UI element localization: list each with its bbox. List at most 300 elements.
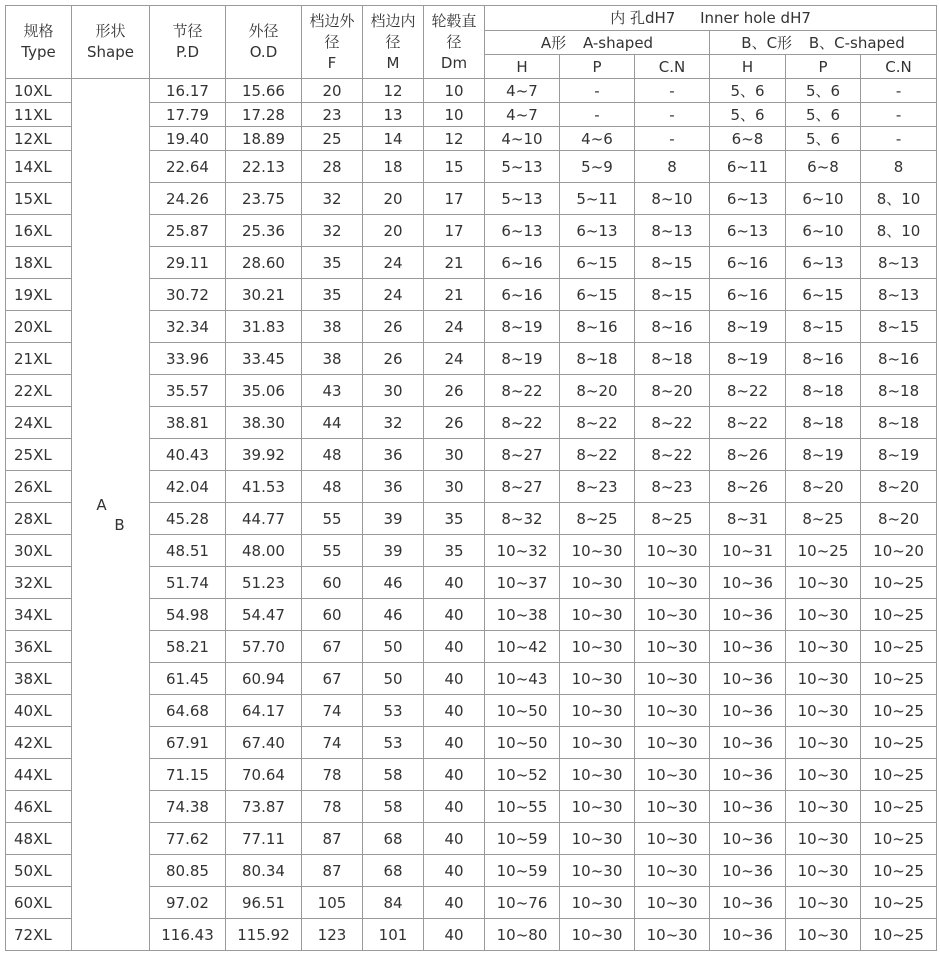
cell-bc-h: 10~36 bbox=[710, 631, 786, 663]
cell-flange-outer: 23 bbox=[302, 103, 363, 127]
cell-a-cn: 10~30 bbox=[635, 791, 710, 823]
cell-type: 60XL bbox=[6, 887, 72, 919]
pulley-spec-table bbox=[5, 5, 937, 951]
cell-flange-outer: 55 bbox=[302, 503, 363, 535]
cell-bc-p: 8~19 bbox=[786, 439, 861, 471]
cell-outer-diameter: 17.28 bbox=[226, 103, 302, 127]
cell-hub-diameter: 15 bbox=[424, 151, 485, 183]
cell-hub-diameter: 35 bbox=[424, 503, 485, 535]
cell-flange-inner: 20 bbox=[363, 215, 424, 247]
cell-outer-diameter: 60.94 bbox=[226, 663, 302, 695]
cell-flange-outer: 123 bbox=[302, 919, 363, 951]
cell-flange-outer: 20 bbox=[302, 79, 363, 103]
cell-pitch-diameter: 71.15 bbox=[150, 759, 226, 791]
cell-bc-p: 8~15 bbox=[786, 311, 861, 343]
cell-shape: A B bbox=[72, 79, 150, 951]
cell-pitch-diameter: 38.81 bbox=[150, 407, 226, 439]
cell-flange-outer: 35 bbox=[302, 279, 363, 311]
cell-a-p: 10~30 bbox=[560, 535, 635, 567]
cell-bc-p: 10~30 bbox=[786, 855, 861, 887]
cell-bc-cn: 10~25 bbox=[861, 919, 937, 951]
cell-flange-inner: 46 bbox=[363, 567, 424, 599]
cell-outer-diameter: 44.77 bbox=[226, 503, 302, 535]
cell-outer-diameter: 31.83 bbox=[226, 311, 302, 343]
header-a-cn: C.N bbox=[635, 55, 710, 79]
cell-a-p: 10~30 bbox=[560, 695, 635, 727]
cell-a-h: 10~42 bbox=[485, 631, 560, 663]
cell-type: 34XL bbox=[6, 599, 72, 631]
cell-a-cn: 10~30 bbox=[635, 663, 710, 695]
cell-type: 25XL bbox=[6, 439, 72, 471]
cell-bc-h: 10~36 bbox=[710, 759, 786, 791]
cell-bc-cn: 8、10 bbox=[861, 183, 937, 215]
cell-bc-h: 6~16 bbox=[710, 247, 786, 279]
cell-a-h: 10~32 bbox=[485, 535, 560, 567]
cell-pitch-diameter: 30.72 bbox=[150, 279, 226, 311]
cell-flange-inner: 46 bbox=[363, 599, 424, 631]
cell-bc-p: 6~13 bbox=[786, 247, 861, 279]
cell-hub-diameter: 24 bbox=[424, 311, 485, 343]
cell-hub-diameter: 17 bbox=[424, 215, 485, 247]
cell-bc-cn: 10~25 bbox=[861, 631, 937, 663]
cell-pitch-diameter: 77.62 bbox=[150, 823, 226, 855]
cell-a-p: 8~22 bbox=[560, 407, 635, 439]
cell-a-cn: 8~22 bbox=[635, 407, 710, 439]
cell-flange-inner: 26 bbox=[363, 311, 424, 343]
cell-outer-diameter: 30.21 bbox=[226, 279, 302, 311]
cell-a-cn: 10~30 bbox=[635, 855, 710, 887]
cell-hub-diameter: 26 bbox=[424, 375, 485, 407]
cell-pitch-diameter: 61.45 bbox=[150, 663, 226, 695]
cell-a-cn: 8~15 bbox=[635, 279, 710, 311]
cell-bc-cn: - bbox=[861, 79, 937, 103]
cell-flange-outer: 67 bbox=[302, 663, 363, 695]
cell-a-h: 8~22 bbox=[485, 375, 560, 407]
cell-a-p: 10~30 bbox=[560, 599, 635, 631]
cell-outer-diameter: 57.70 bbox=[226, 631, 302, 663]
cell-flange-outer: 55 bbox=[302, 535, 363, 567]
cell-a-p: 6~13 bbox=[560, 215, 635, 247]
cell-a-h: 4~7 bbox=[485, 79, 560, 103]
cell-outer-diameter: 77.11 bbox=[226, 823, 302, 855]
cell-a-p: 8~18 bbox=[560, 343, 635, 375]
cell-flange-inner: 26 bbox=[363, 343, 424, 375]
cell-flange-inner: 58 bbox=[363, 759, 424, 791]
cell-a-p: 8~16 bbox=[560, 311, 635, 343]
cell-type: 72XL bbox=[6, 919, 72, 951]
cell-bc-cn: 8 bbox=[861, 151, 937, 183]
cell-hub-diameter: 40 bbox=[424, 695, 485, 727]
cell-a-p: 10~30 bbox=[560, 663, 635, 695]
cell-a-p: 10~30 bbox=[560, 631, 635, 663]
cell-a-cn: - bbox=[635, 103, 710, 127]
cell-pitch-diameter: 42.04 bbox=[150, 471, 226, 503]
cell-a-h: 5~13 bbox=[485, 183, 560, 215]
cell-a-p: 10~30 bbox=[560, 823, 635, 855]
cell-outer-diameter: 70.64 bbox=[226, 759, 302, 791]
cell-outer-diameter: 38.30 bbox=[226, 407, 302, 439]
cell-bc-cn: 8~13 bbox=[861, 279, 937, 311]
cell-a-h: 10~43 bbox=[485, 663, 560, 695]
cell-a-h: 10~37 bbox=[485, 567, 560, 599]
cell-a-p: 6~15 bbox=[560, 279, 635, 311]
cell-bc-h: 8~22 bbox=[710, 407, 786, 439]
cell-hub-diameter: 21 bbox=[424, 279, 485, 311]
cell-bc-cn: 10~25 bbox=[861, 695, 937, 727]
cell-flange-outer: 60 bbox=[302, 567, 363, 599]
cell-bc-h: 8~19 bbox=[710, 311, 786, 343]
cell-bc-h: 5、6 bbox=[710, 103, 786, 127]
cell-flange-inner: 58 bbox=[363, 791, 424, 823]
cell-flange-outer: 87 bbox=[302, 823, 363, 855]
cell-pitch-diameter: 25.87 bbox=[150, 215, 226, 247]
cell-outer-diameter: 25.36 bbox=[226, 215, 302, 247]
cell-bc-h: 8~22 bbox=[710, 375, 786, 407]
cell-a-cn: 8~18 bbox=[635, 343, 710, 375]
cell-a-p: 8~23 bbox=[560, 471, 635, 503]
cell-flange-inner: 24 bbox=[363, 279, 424, 311]
cell-type: 19XL bbox=[6, 279, 72, 311]
cell-flange-outer: 67 bbox=[302, 631, 363, 663]
cell-hub-diameter: 40 bbox=[424, 631, 485, 663]
cell-a-p: 10~30 bbox=[560, 727, 635, 759]
cell-bc-p: 10~30 bbox=[786, 919, 861, 951]
cell-type: 26XL bbox=[6, 471, 72, 503]
cell-flange-inner: 18 bbox=[363, 151, 424, 183]
cell-bc-cn: 8~13 bbox=[861, 247, 937, 279]
table-body bbox=[6, 79, 937, 951]
header-outer-diameter: 外径 O.D bbox=[226, 6, 302, 79]
cell-bc-h: 6~8 bbox=[710, 127, 786, 151]
cell-pitch-diameter: 116.43 bbox=[150, 919, 226, 951]
cell-bc-cn: 8~18 bbox=[861, 375, 937, 407]
cell-pitch-diameter: 29.11 bbox=[150, 247, 226, 279]
cell-type: 38XL bbox=[6, 663, 72, 695]
cell-a-h: 10~55 bbox=[485, 791, 560, 823]
cell-a-cn: 8~20 bbox=[635, 375, 710, 407]
cell-hub-diameter: 40 bbox=[424, 887, 485, 919]
cell-a-h: 10~50 bbox=[485, 695, 560, 727]
cell-flange-inner: 68 bbox=[363, 823, 424, 855]
cell-bc-cn: 10~25 bbox=[861, 759, 937, 791]
cell-a-cn: 10~30 bbox=[635, 535, 710, 567]
cell-flange-inner: 32 bbox=[363, 407, 424, 439]
cell-pitch-diameter: 33.96 bbox=[150, 343, 226, 375]
cell-flange-inner: 13 bbox=[363, 103, 424, 127]
cell-bc-p: 6~8 bbox=[786, 151, 861, 183]
cell-bc-h: 10~36 bbox=[710, 567, 786, 599]
cell-hub-diameter: 40 bbox=[424, 791, 485, 823]
cell-bc-cn: 10~25 bbox=[861, 887, 937, 919]
cell-flange-outer: 28 bbox=[302, 151, 363, 183]
cell-pitch-diameter: 48.51 bbox=[150, 535, 226, 567]
cell-bc-h: 10~36 bbox=[710, 695, 786, 727]
cell-bc-p: 10~30 bbox=[786, 759, 861, 791]
cell-a-cn: 10~30 bbox=[635, 727, 710, 759]
cell-type: 18XL bbox=[6, 247, 72, 279]
header-group-bc-shaped: B、C形 B、C-shaped bbox=[710, 31, 937, 55]
cell-pitch-diameter: 32.34 bbox=[150, 311, 226, 343]
cell-a-h: 10~38 bbox=[485, 599, 560, 631]
cell-flange-outer: 87 bbox=[302, 855, 363, 887]
cell-a-p: 5~9 bbox=[560, 151, 635, 183]
cell-flange-outer: 32 bbox=[302, 215, 363, 247]
cell-type: 15XL bbox=[6, 183, 72, 215]
cell-outer-diameter: 96.51 bbox=[226, 887, 302, 919]
cell-pitch-diameter: 54.98 bbox=[150, 599, 226, 631]
cell-bc-p: 8~18 bbox=[786, 375, 861, 407]
cell-bc-h: 10~36 bbox=[710, 855, 786, 887]
cell-outer-diameter: 41.53 bbox=[226, 471, 302, 503]
cell-a-cn: 8~13 bbox=[635, 215, 710, 247]
cell-pitch-diameter: 35.57 bbox=[150, 375, 226, 407]
cell-a-h: 6~16 bbox=[485, 279, 560, 311]
header-bc-p: P bbox=[786, 55, 861, 79]
header-a-p: P bbox=[560, 55, 635, 79]
cell-type: 46XL bbox=[6, 791, 72, 823]
cell-bc-h: 5、6 bbox=[710, 79, 786, 103]
cell-type: 50XL bbox=[6, 855, 72, 887]
cell-flange-inner: 36 bbox=[363, 471, 424, 503]
cell-outer-diameter: 15.66 bbox=[226, 79, 302, 103]
cell-hub-diameter: 40 bbox=[424, 663, 485, 695]
cell-a-cn: 10~30 bbox=[635, 567, 710, 599]
cell-a-p: 10~30 bbox=[560, 567, 635, 599]
cell-pitch-diameter: 17.79 bbox=[150, 103, 226, 127]
cell-outer-diameter: 28.60 bbox=[226, 247, 302, 279]
cell-pitch-diameter: 45.28 bbox=[150, 503, 226, 535]
cell-bc-cn: 10~25 bbox=[861, 567, 937, 599]
cell-bc-p: 8~20 bbox=[786, 471, 861, 503]
cell-hub-diameter: 21 bbox=[424, 247, 485, 279]
cell-flange-outer: 74 bbox=[302, 695, 363, 727]
cell-a-h: 8~22 bbox=[485, 407, 560, 439]
cell-a-cn: 8~16 bbox=[635, 311, 710, 343]
cell-outer-diameter: 33.45 bbox=[226, 343, 302, 375]
cell-flange-inner: 68 bbox=[363, 855, 424, 887]
cell-bc-cn: 10~25 bbox=[861, 599, 937, 631]
cell-outer-diameter: 115.92 bbox=[226, 919, 302, 951]
cell-bc-cn: 8~20 bbox=[861, 503, 937, 535]
cell-bc-p: 10~30 bbox=[786, 823, 861, 855]
cell-type: 21XL bbox=[6, 343, 72, 375]
cell-bc-p: 10~30 bbox=[786, 791, 861, 823]
cell-flange-inner: 30 bbox=[363, 375, 424, 407]
cell-pitch-diameter: 64.68 bbox=[150, 695, 226, 727]
cell-a-cn: 10~30 bbox=[635, 759, 710, 791]
cell-flange-inner: 36 bbox=[363, 439, 424, 471]
cell-bc-cn: - bbox=[861, 127, 937, 151]
cell-a-h: 10~80 bbox=[485, 919, 560, 951]
cell-pitch-diameter: 67.91 bbox=[150, 727, 226, 759]
cell-a-p: 8~22 bbox=[560, 439, 635, 471]
cell-type: 16XL bbox=[6, 215, 72, 247]
cell-a-cn: - bbox=[635, 127, 710, 151]
cell-outer-diameter: 35.06 bbox=[226, 375, 302, 407]
cell-pitch-diameter: 74.38 bbox=[150, 791, 226, 823]
cell-a-h: 4~10 bbox=[485, 127, 560, 151]
cell-type: 10XL bbox=[6, 79, 72, 103]
cell-flange-outer: 105 bbox=[302, 887, 363, 919]
header-pitch-diameter: 节径 P.D bbox=[150, 6, 226, 79]
cell-hub-diameter: 40 bbox=[424, 855, 485, 887]
cell-a-cn: 8~10 bbox=[635, 183, 710, 215]
cell-bc-h: 10~36 bbox=[710, 919, 786, 951]
cell-bc-p: 8~16 bbox=[786, 343, 861, 375]
cell-hub-diameter: 30 bbox=[424, 471, 485, 503]
cell-type: 30XL bbox=[6, 535, 72, 567]
cell-flange-inner: 39 bbox=[363, 503, 424, 535]
cell-a-h: 4~7 bbox=[485, 103, 560, 127]
cell-bc-p: 10~30 bbox=[786, 887, 861, 919]
cell-a-p: 8~25 bbox=[560, 503, 635, 535]
cell-bc-h: 6~13 bbox=[710, 183, 786, 215]
cell-type: 20XL bbox=[6, 311, 72, 343]
cell-a-h: 8~27 bbox=[485, 439, 560, 471]
cell-flange-outer: 43 bbox=[302, 375, 363, 407]
cell-bc-p: 10~30 bbox=[786, 567, 861, 599]
header-group-a-shaped: A形 A-shaped bbox=[485, 31, 710, 55]
cell-a-cn: 10~30 bbox=[635, 631, 710, 663]
cell-hub-diameter: 35 bbox=[424, 535, 485, 567]
cell-flange-outer: 78 bbox=[302, 759, 363, 791]
cell-flange-outer: 48 bbox=[302, 471, 363, 503]
cell-flange-inner: 14 bbox=[363, 127, 424, 151]
cell-a-h: 8~32 bbox=[485, 503, 560, 535]
pulley-spec-table-container bbox=[5, 5, 937, 951]
cell-flange-outer: 74 bbox=[302, 727, 363, 759]
cell-pitch-diameter: 58.21 bbox=[150, 631, 226, 663]
cell-bc-p: 10~25 bbox=[786, 535, 861, 567]
cell-bc-cn: 8、10 bbox=[861, 215, 937, 247]
cell-bc-cn: 8~15 bbox=[861, 311, 937, 343]
cell-a-cn: 10~30 bbox=[635, 919, 710, 951]
cell-flange-outer: 44 bbox=[302, 407, 363, 439]
cell-hub-diameter: 40 bbox=[424, 919, 485, 951]
cell-a-cn: 10~30 bbox=[635, 823, 710, 855]
cell-bc-p: 10~30 bbox=[786, 599, 861, 631]
cell-a-p: 10~30 bbox=[560, 855, 635, 887]
cell-flange-inner: 53 bbox=[363, 695, 424, 727]
cell-outer-diameter: 48.00 bbox=[226, 535, 302, 567]
cell-pitch-diameter: 40.43 bbox=[150, 439, 226, 471]
cell-flange-outer: 25 bbox=[302, 127, 363, 151]
cell-flange-inner: 53 bbox=[363, 727, 424, 759]
cell-hub-diameter: 10 bbox=[424, 103, 485, 127]
cell-hub-diameter: 40 bbox=[424, 727, 485, 759]
header-type: 规格 Type bbox=[6, 6, 72, 79]
cell-a-cn: 10~30 bbox=[635, 695, 710, 727]
cell-pitch-diameter: 51.74 bbox=[150, 567, 226, 599]
cell-outer-diameter: 22.13 bbox=[226, 151, 302, 183]
cell-a-h: 8~19 bbox=[485, 343, 560, 375]
cell-bc-cn: 8~19 bbox=[861, 439, 937, 471]
cell-hub-diameter: 26 bbox=[424, 407, 485, 439]
cell-flange-inner: 101 bbox=[363, 919, 424, 951]
cell-bc-cn: 10~25 bbox=[861, 855, 937, 887]
cell-outer-diameter: 73.87 bbox=[226, 791, 302, 823]
cell-a-cn: 8~23 bbox=[635, 471, 710, 503]
cell-bc-p: 5、6 bbox=[786, 103, 861, 127]
cell-bc-h: 6~16 bbox=[710, 279, 786, 311]
cell-flange-outer: 38 bbox=[302, 311, 363, 343]
header-shape: 形状 Shape bbox=[72, 6, 150, 79]
cell-hub-diameter: 40 bbox=[424, 823, 485, 855]
cell-a-cn: 10~30 bbox=[635, 599, 710, 631]
header-bc-cn: C.N bbox=[861, 55, 937, 79]
table-row bbox=[6, 79, 937, 103]
cell-outer-diameter: 51.23 bbox=[226, 567, 302, 599]
header-inner-hole: 内 孔dH7 Inner hole dH7 bbox=[485, 6, 937, 31]
table-header bbox=[6, 6, 937, 79]
cell-flange-outer: 32 bbox=[302, 183, 363, 215]
cell-outer-diameter: 80.34 bbox=[226, 855, 302, 887]
cell-flange-outer: 78 bbox=[302, 791, 363, 823]
header-hub-diameter: 轮毂直 径 Dm bbox=[424, 6, 485, 79]
cell-bc-h: 10~36 bbox=[710, 727, 786, 759]
cell-bc-p: 5、6 bbox=[786, 79, 861, 103]
cell-a-h: 10~59 bbox=[485, 855, 560, 887]
cell-a-h: 10~76 bbox=[485, 887, 560, 919]
cell-bc-p: 8~18 bbox=[786, 407, 861, 439]
cell-bc-h: 10~31 bbox=[710, 535, 786, 567]
cell-a-cn: 8~15 bbox=[635, 247, 710, 279]
cell-hub-diameter: 17 bbox=[424, 183, 485, 215]
cell-type: 11XL bbox=[6, 103, 72, 127]
cell-type: 42XL bbox=[6, 727, 72, 759]
cell-bc-h: 10~36 bbox=[710, 599, 786, 631]
cell-hub-diameter: 30 bbox=[424, 439, 485, 471]
cell-a-h: 5~13 bbox=[485, 151, 560, 183]
cell-bc-cn: 10~20 bbox=[861, 535, 937, 567]
cell-hub-diameter: 12 bbox=[424, 127, 485, 151]
cell-bc-cn: 10~25 bbox=[861, 727, 937, 759]
cell-bc-h: 8~26 bbox=[710, 471, 786, 503]
cell-flange-inner: 12 bbox=[363, 79, 424, 103]
cell-type: 22XL bbox=[6, 375, 72, 407]
cell-bc-h: 10~36 bbox=[710, 887, 786, 919]
cell-bc-p: 6~10 bbox=[786, 215, 861, 247]
cell-hub-diameter: 40 bbox=[424, 567, 485, 599]
cell-bc-cn: 10~25 bbox=[861, 663, 937, 695]
cell-bc-p: 10~30 bbox=[786, 727, 861, 759]
cell-bc-h: 8~26 bbox=[710, 439, 786, 471]
cell-hub-diameter: 24 bbox=[424, 343, 485, 375]
cell-pitch-diameter: 24.26 bbox=[150, 183, 226, 215]
cell-bc-p: 8~25 bbox=[786, 503, 861, 535]
cell-hub-diameter: 40 bbox=[424, 599, 485, 631]
header-a-h: H bbox=[485, 55, 560, 79]
cell-bc-p: 6~10 bbox=[786, 183, 861, 215]
cell-flange-inner: 50 bbox=[363, 631, 424, 663]
cell-bc-cn: 10~25 bbox=[861, 823, 937, 855]
cell-a-cn: 8~25 bbox=[635, 503, 710, 535]
cell-bc-h: 6~13 bbox=[710, 215, 786, 247]
cell-outer-diameter: 64.17 bbox=[226, 695, 302, 727]
cell-a-h: 6~16 bbox=[485, 247, 560, 279]
cell-flange-inner: 20 bbox=[363, 183, 424, 215]
cell-pitch-diameter: 97.02 bbox=[150, 887, 226, 919]
cell-outer-diameter: 54.47 bbox=[226, 599, 302, 631]
cell-outer-diameter: 67.40 bbox=[226, 727, 302, 759]
cell-hub-diameter: 40 bbox=[424, 759, 485, 791]
cell-a-p: 10~30 bbox=[560, 791, 635, 823]
cell-a-h: 8~27 bbox=[485, 471, 560, 503]
cell-a-cn: 10~30 bbox=[635, 887, 710, 919]
cell-outer-diameter: 18.89 bbox=[226, 127, 302, 151]
cell-a-cn: 8 bbox=[635, 151, 710, 183]
cell-bc-p: 6~15 bbox=[786, 279, 861, 311]
